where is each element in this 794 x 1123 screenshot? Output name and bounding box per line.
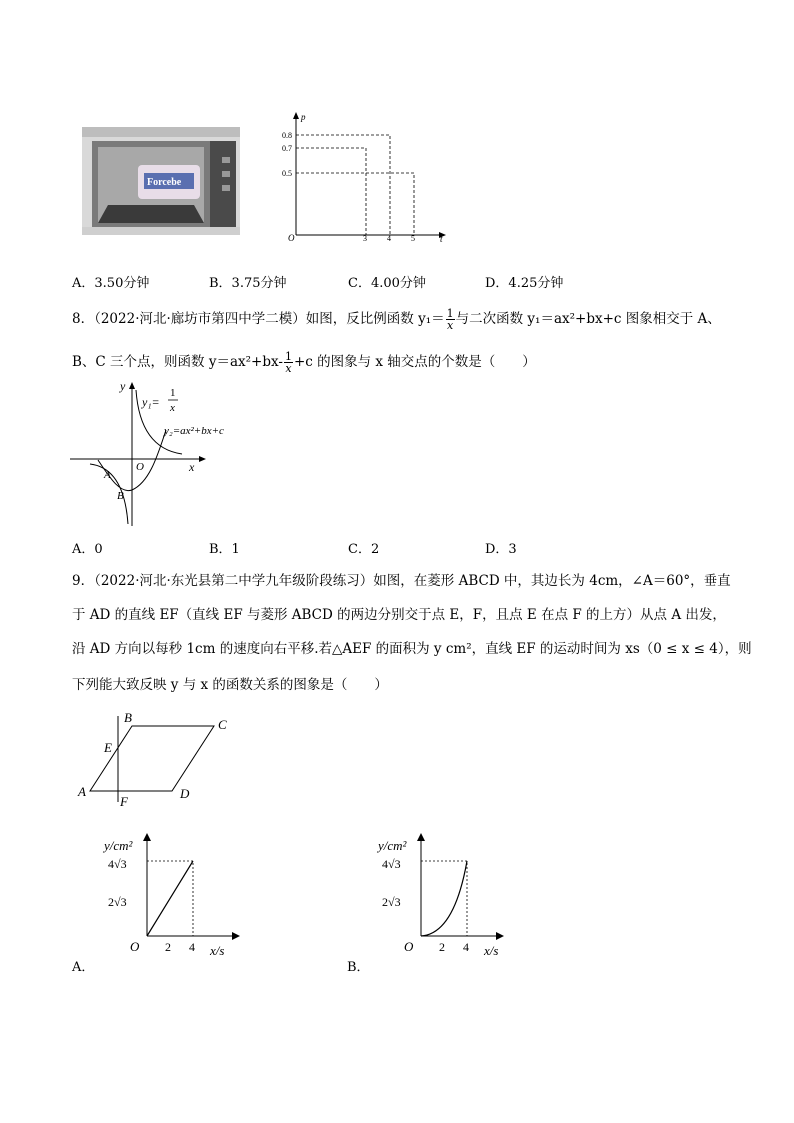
rhombus-label-c: C bbox=[218, 717, 227, 732]
q8-option-c[interactable]: C．2 bbox=[348, 542, 380, 557]
q7-option-d[interactable]: D．4.25分钟 bbox=[485, 276, 564, 291]
q8-text-1a: 8．（2022·河北·廊坊市第四中学二模）如图，反比例函数 y₁＝ bbox=[72, 311, 445, 327]
rhombus-label-f: F bbox=[120, 794, 128, 809]
chart-y-tick-1: 0.7 bbox=[282, 144, 292, 153]
q9a-y-axis-label: y/cm² bbox=[104, 838, 133, 853]
q9a-x-tick-1: 4 bbox=[189, 940, 195, 954]
q8-fraction-1: $\frac{1}{x}$ bbox=[446, 307, 454, 332]
q9a-x-tick-0: 2 bbox=[165, 940, 171, 954]
q9b-x-axis-label: x/s bbox=[484, 943, 499, 958]
rhombus-label-e: E bbox=[104, 740, 112, 755]
q9a-x-axis-label: x/s bbox=[210, 943, 225, 958]
q9-rhombus-figure bbox=[76, 708, 238, 808]
q9-option-b[interactable]: B． bbox=[347, 960, 370, 975]
q8-fraction-2: $\frac{1}{x}$ bbox=[284, 350, 292, 375]
q9a-y-tick-1: 2√3 bbox=[108, 895, 127, 909]
q7-option-c[interactable]: C．4.00分钟 bbox=[348, 276, 426, 291]
q9-option-a-graph bbox=[100, 830, 250, 960]
q8-point-b-label: B bbox=[117, 490, 124, 502]
q9b-y-axis-label: y/cm² bbox=[378, 838, 407, 853]
q8-stem-line-2 bbox=[72, 350, 536, 374]
q8-x-axis-label: x bbox=[189, 460, 195, 474]
q8-stem-line-1 bbox=[72, 307, 721, 331]
q8-y1-frac-den: x bbox=[170, 402, 175, 414]
chart-x-axis-label: t bbox=[440, 234, 443, 244]
q9b-origin-label: O bbox=[404, 939, 414, 954]
microwave-photo bbox=[82, 127, 240, 235]
q9-option-b-graph bbox=[374, 830, 524, 960]
q8-y2-label: y₂=ax²+bx+c bbox=[164, 425, 224, 437]
chart-x-tick-2: 5 bbox=[411, 234, 415, 243]
chart-origin-label: O bbox=[288, 233, 295, 243]
q9a-origin-label: O bbox=[130, 939, 140, 954]
q8-point-a-label: A bbox=[104, 469, 111, 481]
rhombus-label-b: B bbox=[124, 710, 132, 725]
chart-y-tick-2: 0.5 bbox=[282, 169, 292, 178]
q9-stem-line-3: 沿 AD 方向以每秒 1cm 的速度向右平移.若△AEF 的面积为 y cm²，直线 EF 的运动时间为 xs（0 ≤ x ≤ 4），则 bbox=[72, 641, 752, 657]
q8-option-b[interactable]: B．1 bbox=[209, 542, 240, 557]
chart-y-tick-0: 0.8 bbox=[282, 131, 292, 140]
rhombus-label-a: A bbox=[78, 784, 86, 799]
q8-y1-label: y₁= bbox=[142, 395, 160, 409]
q8-function-graph bbox=[70, 378, 224, 528]
q9-option-a[interactable]: A． bbox=[72, 960, 95, 975]
q7-option-b[interactable]: B．3.75分钟 bbox=[209, 276, 287, 291]
q9a-y-tick-0: 4√3 bbox=[108, 857, 127, 871]
q9-stem-line-1: 9．（2022·河北·东光县第二中学九年级阶段练习）如图，在菱形 ABCD 中，其边长为 4cm，∠A＝60°，垂直 bbox=[72, 573, 731, 589]
q9b-y-tick-0: 4√3 bbox=[382, 857, 401, 871]
q7-option-a[interactable]: A．3.50分钟 bbox=[72, 276, 150, 291]
q8-text-2b: +c 的图象与 x 轴交点的个数是（ ） bbox=[293, 354, 536, 370]
q8-option-d[interactable]: D．3 bbox=[485, 542, 517, 557]
q9-stem-line-2: 于 AD 的直线 EF（直线 EF 与菱形 ABCD 的两边分别交于点 E，F，且点 E 在点 F 的上方）从点 A 出发， bbox=[72, 607, 726, 623]
chart-x-tick-1: 4 bbox=[387, 234, 391, 243]
chart-y-axis-label: p bbox=[301, 112, 306, 122]
q9-stem-line-4: 下列能大致反映 y 与 x 的函数关系的图象是（ ） bbox=[72, 677, 388, 693]
q8-text-2a: B、C 三个点，则函数 y＝ax²+bx- bbox=[72, 354, 283, 370]
svg-text:Forcebe: Forcebe bbox=[147, 177, 182, 188]
chart-x-tick-0: 3 bbox=[363, 234, 367, 243]
q8-text-1b: 与二次函数 y₁＝ax²+bx+c 图象相交于 A、 bbox=[455, 311, 721, 327]
microwave-pt-chart bbox=[280, 110, 452, 245]
q9b-x-tick-1: 4 bbox=[463, 940, 469, 954]
rhombus-label-d: D bbox=[180, 786, 190, 801]
q9b-y-tick-1: 2√3 bbox=[382, 895, 401, 909]
q8-y-axis-label: y bbox=[120, 379, 126, 393]
q8-origin-label: O bbox=[136, 461, 144, 473]
q8-option-a[interactable]: A．0 bbox=[72, 542, 103, 557]
q9b-x-tick-0: 2 bbox=[439, 940, 445, 954]
q8-y1-frac-num: 1 bbox=[170, 387, 176, 399]
